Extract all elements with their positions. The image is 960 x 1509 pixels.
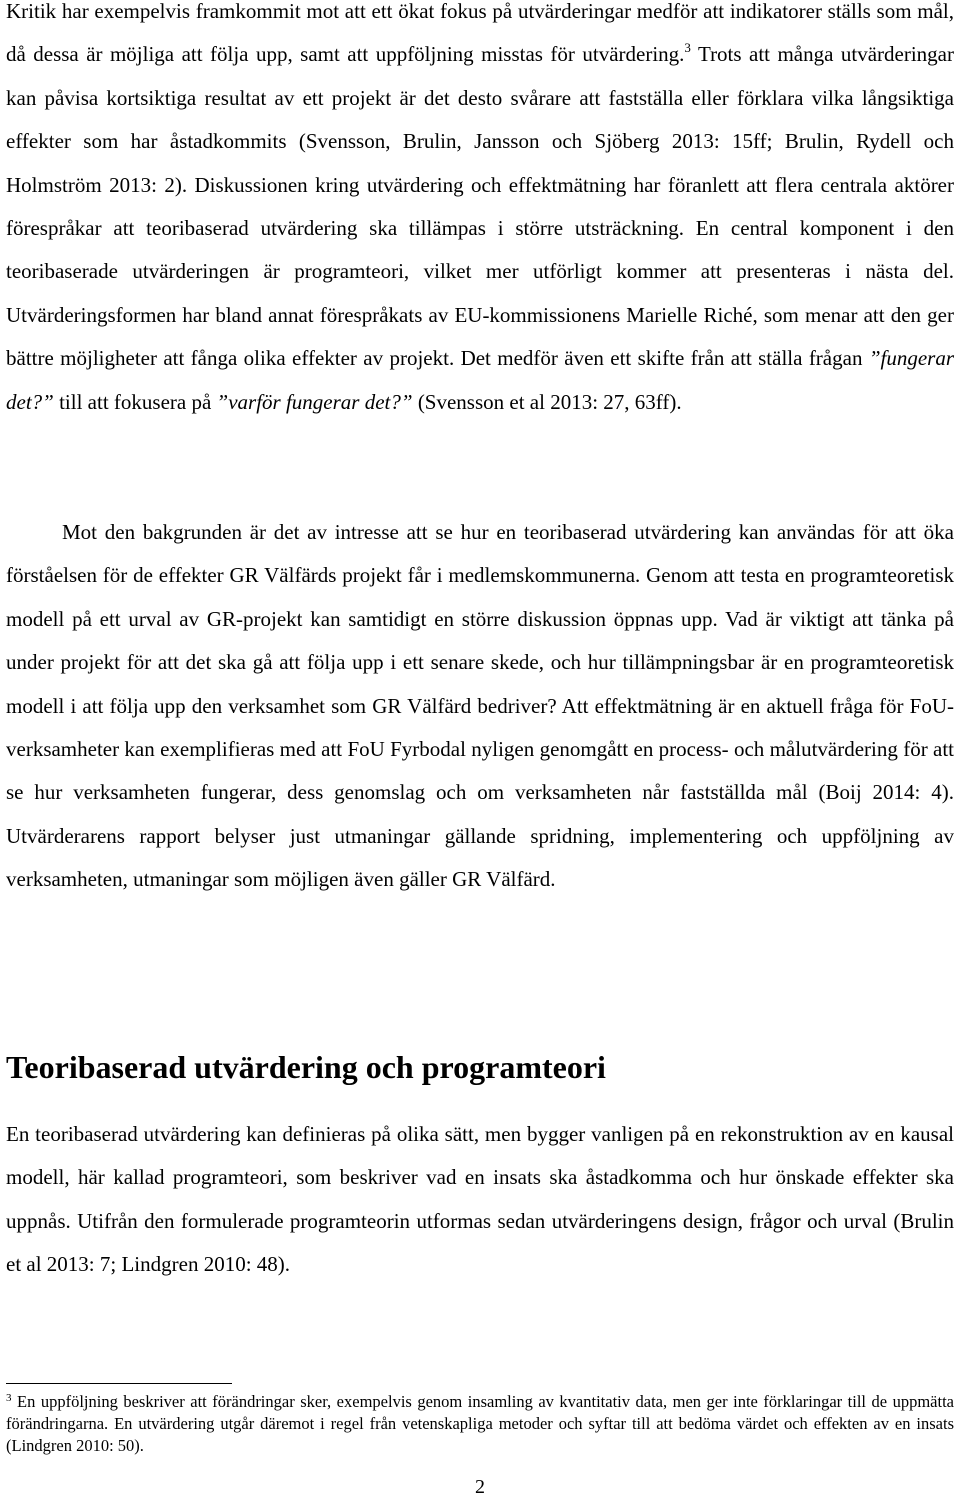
- footnote-divider: [6, 1383, 232, 1384]
- footnote-number: 3: [6, 1392, 12, 1404]
- footnote-reference[interactable]: 3: [684, 40, 691, 56]
- paragraph-1-part-2: Trots att många utvärderingar kan påvisa kortsiktiga resultat av ett projekt är det desto svårare att fastställa eller förklara vilka långsiktiga effekter som har åstadkommits (Svensson, Brulin, Jansson och Sjöberg 2013: 15ff; Brulin, Rydell och Holmström 2013: 2). Diskussionen kring utvärdering och effektmätning har föranlett att flera centrala aktörer förespråkar att teoribaserad utvärdering ska tillämpas i större utsträckning. En central komponent i den teoribaserade utvärderingen är programteori, vilket mer utförligt kommer att presenteras i nästa del. Utvärderingsformen har bland annat förespråkats av EU-kommissionens Marielle Riché, som menar att den ger bättre möjligheter att fånga olika effekter av projekt. Det medför även ett skifte från att ställa frågan: [6, 42, 954, 371]
- paragraph-1-part-1: Kritik har exempelvis framkommit mot att ett ökat fokus på utvärderingar medför att indikatorer ställs som mål, då dessa är möjliga att följa upp, samt att uppföljning misstas för utvärdering.: [6, 0, 954, 67]
- paragraph-1: [6, 0, 954, 424]
- paragraph-3-text: En teoribaserad utvärdering kan definieras på olika sätt, men bygger vanligen på en rekonstruktion av en kausal modell, här kallad programteori, som beskriver vad en insats ska åstadkomma och hur önskade effekter ska uppnås. Utifrån den formulerade programteorin utformas sedan utvärderingens design, frågor och urval (Brulin et al 2013: 7; Lindgren 2010: 48).: [6, 1122, 954, 1277]
- page-number: 2: [475, 1476, 485, 1498]
- paragraph-1-part-3: till att fokusera på: [53, 389, 217, 414]
- paragraph-1-text: [6, 0, 954, 424]
- section-heading: Teoribaserad utvärdering och programteori: [6, 1049, 606, 1085]
- footnote-text: En uppföljning beskriver att förändringar sker, exempelvis genom insamling av kvantitativ data, men ger inte förklaringar till de uppmätta förändringarna. En utvärdering utgår däremot i regel från vetenskapliga metoder och syftar till att bedöma värdet och effekten av en insats (Lindgren 2010: 50).: [6, 1392, 954, 1455]
- quoted-question-1: ”fungerar det?”: [6, 346, 954, 414]
- footnote: [6, 1391, 954, 1457]
- paragraph-1-part-4: (Svensson et al 2013: 27, 63ff).: [412, 389, 682, 414]
- paragraph-2-text: Mot den bakgrunden är det av intresse att se hur en teoribaserad utvärdering kan användas för att öka förståelsen för de effekter GR Välfärds projekt får i medlemskommunerna. Genom att testa en programteoretisk modell på ett urval av GR-projekt kan samtidigt en större diskussion öppnas upp. Vad är viktigt att tänka på under projekt för att det ska gå att följa upp i ett senare skede, och hur tillämpningsbar är en programteoretisk modell i att följa upp den verksamhet som GR Välfärd bedriver? Att effektmätning är en aktuell fråga för FoU-verksamheter kan exemplifieras med att FoU Fyrbodal nyligen genomgått en process- och målutvärdering för att se hur verksamheten fungerar, dess genomslag och om verksamheten når fastställda mål (Boij 2014: 4). Utvärderarens rapport belyser just utmaningar gällande spridning, implementering och uppföljning av verksamheten, utmaningar som möjligen även gäller GR Välfärd.: [6, 520, 954, 892]
- paragraph-2: [6, 511, 954, 902]
- paragraph-3: [6, 1113, 954, 1287]
- quoted-question-2: ”varför fungerar det?”: [216, 389, 413, 414]
